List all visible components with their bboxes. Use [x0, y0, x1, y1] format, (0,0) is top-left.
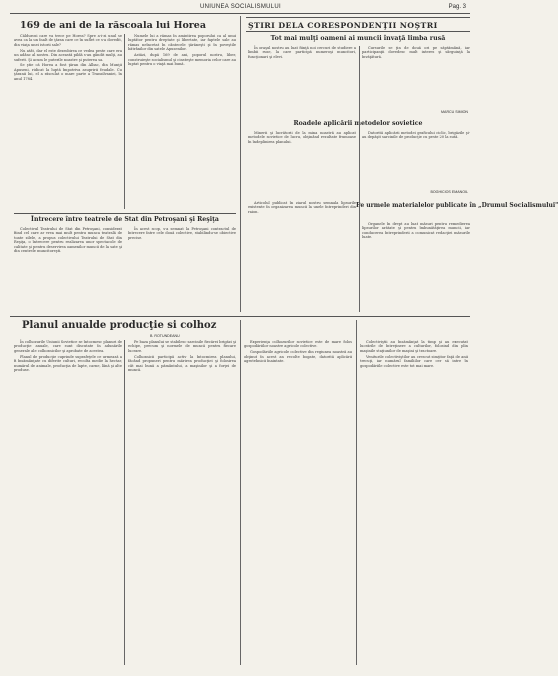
paragraph: Nu atât, dar el este dezrobirea ce vedea peste care era un adânc al nostru. Din această pildă s-au gândit mulţi, au suferit. Şi acum le puterile noastre şi puterea sa.	[14, 48, 122, 62]
masthead: UNIUNEA SOCIALISMULUI	[200, 4, 281, 10]
article1-title: Tot mai mulţi oameni ai muncii învaţă limba rusă	[270, 35, 446, 42]
paragraph: În oraşul nostru au luat fiinţă noi cercuri de studiere a limbii ruse, la care participă numeroşi muncitori, funcţionari şi elevi.	[248, 46, 356, 59]
paragraph: Căldurosi care va trece pe Horea? Spre a-i-zi unul se avea ca la un înalt de ţăran care ce în suflet ce s-a dovedit, din viaţa unei istorii sale?	[14, 34, 122, 47]
article3-col1	[248, 201, 356, 311]
paragraph: Cursurile se ţin de două ori pe săptămână, iar participanţii dovedesc mult interes şi sârguinţă la învăţătură.	[362, 46, 470, 59]
article2-signature: BOGHICIOS EMANOIL	[430, 190, 468, 194]
article2-title: Roadele aplicării metodelor sovietice	[293, 120, 423, 127]
page-number: Pag. 3	[448, 4, 466, 10]
news-banner: ŞTIRI DELA CORESPONDENŢII NOŞTRI	[248, 21, 438, 30]
column-divider	[124, 34, 125, 209]
page-divider	[240, 16, 241, 312]
bottom-article-title: Planul anualde producţie si colhoz	[22, 320, 217, 331]
bottom-col1	[14, 340, 122, 665]
column-divider	[359, 46, 360, 312]
paragraph: Numele lui a rămas în amintirea poporului ca al unui luptător pentru dreptate şi libertate, iar faptele sale au rămas neîncetat în cântecele ţărăneşti şi în poveştile bătrânilor din satele Apusenilor.	[128, 34, 236, 52]
paragraph: Colectiviştii au însămânţat la timp şi au executat lucrările de întreţinere a culturilor, folosind din plin maşinile staţiunilor de maşini şi tractoare.	[360, 340, 468, 353]
column-divider	[124, 340, 125, 665]
article1-col1	[248, 46, 356, 114]
left-article-col1	[14, 34, 122, 209]
article2-col2	[362, 131, 470, 187]
left-article2-col1	[14, 227, 122, 313]
header-rule	[10, 13, 470, 14]
left-article2-title: Întrecere între teatrele de Stat din Petroşani şi Reşiţa	[31, 216, 219, 223]
paragraph: În colhozurile Uniunii Sovietice se întocmesc planuri de producţie anuale, care sunt discutate în adunările generale ale colhoznicilor şi aprobate de acestea.	[14, 340, 122, 353]
paragraph: Se ştie că Horea a fost ţăran din Albac, din Munţii Apuseni, ridicat la luptă împotriva asupririi feudale. Cu ţăranii lui, el a răsculat o mare parte a Transilvaniei, în anul 1784.	[14, 63, 122, 81]
article1-signature: MARCU SIMION	[441, 110, 468, 114]
paragraph: Pe baza planului se stabilesc sarcinile fiecărei brigăzi şi echipe, precum şi normele de muncă pentru fiecare lucrare.	[128, 340, 236, 353]
page-header	[0, 0, 480, 12]
banner-rule-bottom	[246, 31, 470, 32]
paragraph: Experienţa colhozurilor sovietice este de mare folos gospodăriilor noastre agricole colective.	[244, 340, 352, 349]
bottom-col3	[244, 340, 352, 665]
paragraph: Articolul publicat în ziarul nostru semnala lipsurile existente în organizarea muncii la unele întreprinderi din raion.	[248, 201, 356, 214]
paragraph: Colhoznicii participă activ la întocmirea planului, făcând propuneri pentru mărirea producţiei şi folosirea cât mai bună a pământului, a maşinilor şi a forţei de muncă.	[128, 354, 236, 372]
column-divider	[356, 320, 357, 665]
paragraph: În acest scop, s-a semnat la Petroşani contractul de întrecere între cele două colective, stabilindu-se obiective precise.	[128, 227, 236, 240]
bottom-article-author: B. ROTUNDEANU	[150, 334, 180, 338]
paragraph: Organele în drept au luat măsuri pentru remedierea lipsurilor arătate şi pentru îmbunătăţirea muncii, iar conducerea întreprinderii a comunicat redacţiei măsurile luate.	[362, 222, 470, 240]
section-rule	[14, 213, 236, 214]
paragraph: Planul de producţie cuprinde suprafeţele ce urmează a fi însămânţate cu diferite culturi, recolta medie la hectar, numărul de animale, producţia de lapte, carne, lână şi alte produse.	[14, 354, 122, 372]
left-article-title: 169 de ani de la răscoala lui Horea	[20, 20, 206, 31]
paragraph: Gospodăriile agricole colective din regiunea noastră au obţinut în acest an recolte bogate, datorită aplicării agrotehnicii înaintate.	[244, 350, 352, 364]
banner-rule-top	[246, 17, 470, 18]
paragraph: Datorită aplicării metodei graficului ciclic, brigăzile şi-au depăşit sarcinile de producţie cu peste 20 la sută.	[362, 131, 470, 140]
left-article-col2	[128, 34, 236, 209]
column-divider	[240, 320, 241, 665]
paragraph: Colectivul Teatrului de Stat din Petroşani, considerat fiind cel care ar vrea mai mult pentru munca teatrală de toate zilele, a propus colectivului Teatrului de Stat din Reşiţa, o întrecere pentru realizarea unor spectacole de calitate şi pentru deservirea oamenilor muncii de la sate şi din centrele muncitoreşti.	[14, 227, 122, 254]
paragraph: Astăzi, după 169 de ani, poporul nostru, liber, construieşte socialismul şi cinsteşte memoria celor care au luptat pentru o viaţă mai bună.	[128, 53, 236, 66]
left-article2-col2	[128, 227, 236, 313]
article3-title: Pe urmele materialelor publicate în „Drumul Socialismului"	[356, 202, 558, 209]
bottom-col4	[360, 340, 468, 665]
article3-col2	[362, 222, 470, 312]
horizontal-divider	[10, 316, 470, 317]
bottom-col2	[128, 340, 236, 665]
paragraph: Veniturile colectiviştilor au crescut simţitor faţă de anii trecuţi, iar numărul familiilor care cer să intre în gospodăriile colective este tot mai mare.	[360, 354, 468, 368]
article2-col1	[248, 131, 356, 197]
article1-col2	[362, 46, 470, 108]
paragraph: Minerii şi lucrătorii de la mina noastră au aplicat metodele sovietice de lucru, obţinând rezultate frumoase în îndeplinirea planului.	[248, 131, 356, 144]
